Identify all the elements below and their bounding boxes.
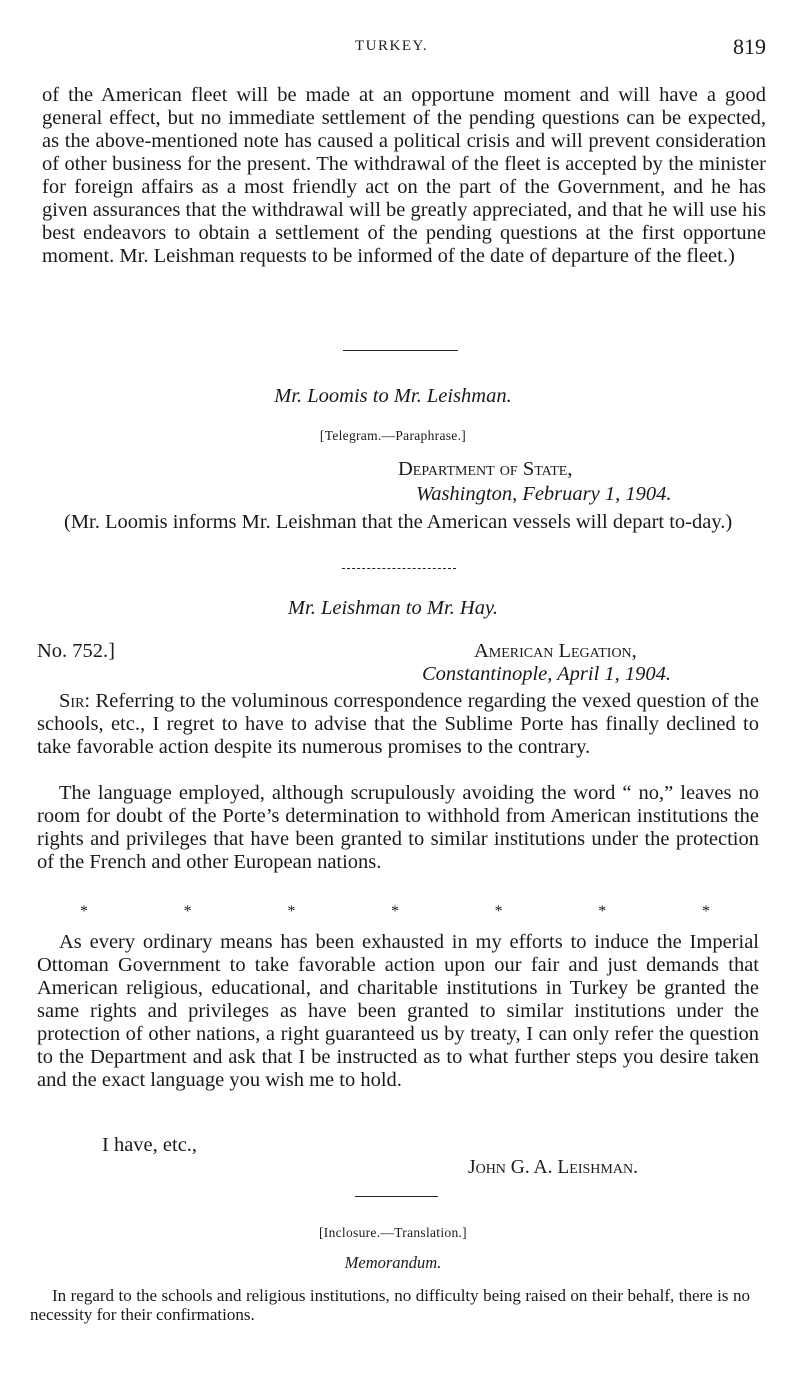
doc2-body: (Mr. Loomis informs Mr. Leishman that the American vessels will depart to-day.) bbox=[64, 511, 733, 533]
doc3-para3: As every ordinary means has been exhausted in my efforts to induce the Imperial Ottoman Government to take favorable action upon our fair and just demands that American religious, educational, and charitable institutions in Turkey be granted the same rights and privileges as have been granted to similar institutions under the protection of other nations, a right guaranteed us by treaty, I can only refer the question to the Department and ask that I be instructed as to what further steps you desire taken and the exact language you wish me to hold. bbox=[37, 931, 759, 1091]
page-number: 819 bbox=[733, 34, 766, 59]
doc2-heading: Mr. Loomis to Mr. Leishman. bbox=[274, 385, 512, 407]
closing: I have, etc., bbox=[102, 1134, 198, 1156]
star: * bbox=[80, 903, 88, 920]
star: * bbox=[183, 903, 192, 920]
doc3-para1 bbox=[37, 690, 759, 759]
doc3-office: American Legation, bbox=[474, 640, 637, 662]
doc2-subheading: [Telegram.—Paraphrase.] bbox=[319, 428, 467, 443]
star: * bbox=[701, 903, 710, 920]
ellipsis-stars bbox=[80, 903, 710, 921]
paragraph-fleet-withdrawal: of the American fleet will be made at an opportune moment and will have a good general effect, but no immediate settlement of the pending questions can be expected, as the above-mentioned note has caused a political crisis and will prevent consideration of other business for the present. The withdrawal of the fleet is accepted by the minister for foreign affairs as a most friendly act on the part of the Government, and he has given assurances that the withdrawal will be greatly appreciated, and that he will use his best endeavors to obtain a settlement of the pending questions at the first opportune moment. Mr. Leishman requests to be informed of the date of departure of the fleet.) bbox=[42, 84, 766, 267]
signature: John G. A. Leishman. bbox=[468, 1157, 638, 1178]
section-rule bbox=[355, 1196, 438, 1197]
star: * bbox=[598, 903, 607, 920]
doc3-para1-text: Referring to the voluminous correspondence regarding the vexed question of the schools, etc., I regret to have to advise that the Sublime Porte has finally declined to take favorable action despite its numerous promises to the contrary. bbox=[37, 690, 759, 758]
doc3-place-date: Constantinople, April 1, 1904. bbox=[422, 663, 672, 685]
doc4-subheading: [Inclosure.—Translation.] bbox=[319, 1225, 467, 1240]
doc4-heading: Memorandum. bbox=[344, 1253, 442, 1272]
doc3-heading: Mr. Leishman to Mr. Hay. bbox=[287, 597, 499, 619]
doc2-place-date: Washington, February 1, 1904. bbox=[416, 483, 672, 505]
star: * bbox=[494, 903, 503, 920]
section-rule bbox=[343, 350, 458, 351]
star: * bbox=[390, 903, 399, 920]
running-header bbox=[0, 34, 786, 64]
running-title: TURKEY. bbox=[355, 38, 429, 54]
doc3-para2: The language employed, although scrupulously avoiding the word “ no,” leaves no room for doubt of the Porte’s determination to withhold from American institutions the rights and privileges that have been granted to similar institutions under the protection of the French and other European nations. bbox=[37, 782, 759, 873]
salutation: Sir: bbox=[59, 690, 91, 712]
star: * bbox=[287, 903, 296, 920]
memo-body: In regard to the schools and religious institutions, no difficulty being raised on their behalf, there is no necessity for their confirmations. bbox=[30, 1286, 750, 1324]
doc3-number: No. 752.] bbox=[37, 640, 116, 662]
section-rule bbox=[342, 568, 456, 569]
doc2-office: Department of State, bbox=[398, 458, 573, 480]
